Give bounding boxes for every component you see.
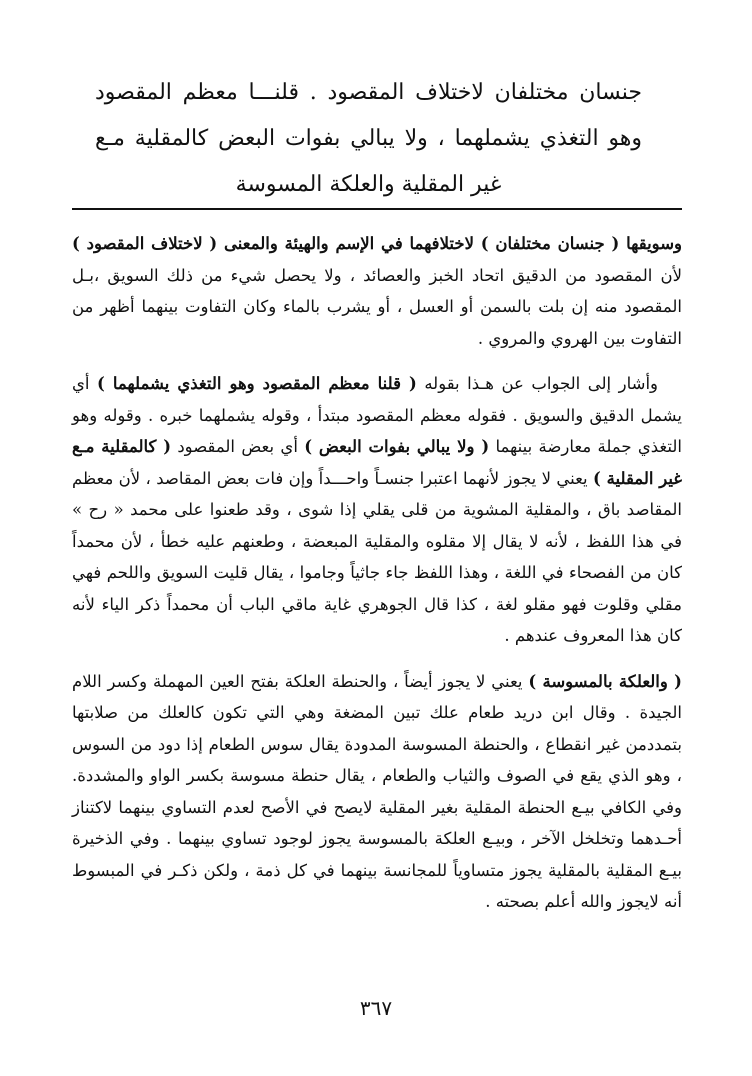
bold-segment: ( ولا يبالي بفوات البعض )	[304, 437, 490, 456]
matn-text: جنسان مختلفان لاختلاف المقصود . قلنـــا معظم المقصود وهو التغذي يشملهما ، ولا يبالي بفوات البعض كالمقلية مـع غير المقلية والعلكة المسوسة	[95, 80, 642, 197]
separator-rule	[72, 208, 682, 210]
commentary-paragraph-2	[72, 368, 682, 652]
text-segment: يعني لا يجوز أيضاً ، والحنطة العلكة بفتح العين المهملة وكسر اللام الجيدة . وقال ابن دريد طعام علك تبين المضغة وهي التي تكون كالعلك من صلابتها بتمددمن غير انقطاع ، والحنطة المسوسة المدودة يقال سوس الطعام إذا دود من السوس ، وهو الذي يقع في الصوف والثياب والطعام ، يقال حنطة مسوسة بكسر الواو والمشددة. وفي الكافي بيـع الحنطة المقلية بغير المقلية لايصح في الأصح لعدم التساوي بينهما لاكتناز أحـدهما وتخلخل الآخر ، وبيـع العلكة بالمسوسة يجوز لوجود تساوي بينهما . وفي الذخيرة بيـع المقلية بالمقلية يجوز متساوياً للمجانسة بينهما في كل ذمة ، ولكن ذكـر في المبسوط أنه لايجوز والله أعلم بصحته .	[72, 671, 682, 911]
text-segment: لأن المقصود من الدقيق اتحاد الخبز والعصائد ، ولا يحصل شيء من ذلك السويق ،بـل المقصود منه إن بلت بالسمن أو العسل ، أو يشرب بالماء وكان التفاوت بينهما أظهر من التفاوت بين الهروي والمروي .	[72, 265, 682, 348]
commentary-body	[72, 228, 682, 932]
text-segment: وأشار إلى الجواب عن هـذا بقوله	[416, 374, 658, 393]
commentary-paragraph-1	[72, 228, 682, 354]
text-segment: يعني لا يجوز لأنهما اعتبرا جنسـاً واحـــداً وإن فات بعض المقاصد ، لأن معظم المقاصد باق ، والمقلية المشوية من قلى يقلي إذا شوى ، وقد طعنوا على محمد « رح » في هذا اللفظ ، لأنه لا يقال إلا مقلوه والمقلية المبعضة ، وطعنهم عليه خطأ ، لأن محمداً كان من الفصحاء في اللغة ، وهذا اللفظ جاء جاثياً وجاموا ، يقال قليت السويق واللحم فهي مقلي وقلوت فهو مقلو لغة ، كذا قال الجوهري غاية ماقي الباب أن محمداً ذكر الياء لأنه كان هذا المعروف عندهم .	[72, 468, 682, 645]
text-segment: أي يشمل الدقيق والسويق . فقوله معظم المقصود مبتدأ ، وقوله يشملهما خبره . وقوله وهو التغذي جملة معارضة بينهما	[72, 374, 682, 456]
bold-segment: ( قلنا معظم المقصود وهو التغذي يشملهما )	[97, 374, 417, 393]
page-number: ٣٦٧	[359, 996, 393, 1020]
bold-segment: ( كالمقلية مـع غير المقلية )	[72, 437, 682, 488]
bold-segment: ( والعلكة بالمسوسة )	[528, 671, 682, 691]
text-segment: أي بعض المقصود	[171, 437, 305, 456]
commentary-paragraph-3	[72, 666, 682, 918]
bold-segment: وسويقها ( جنسان مختلفان ) لاختلافهما في الإسم والهيئة والمعنى ( لاختلاف المقصود )	[72, 234, 682, 253]
